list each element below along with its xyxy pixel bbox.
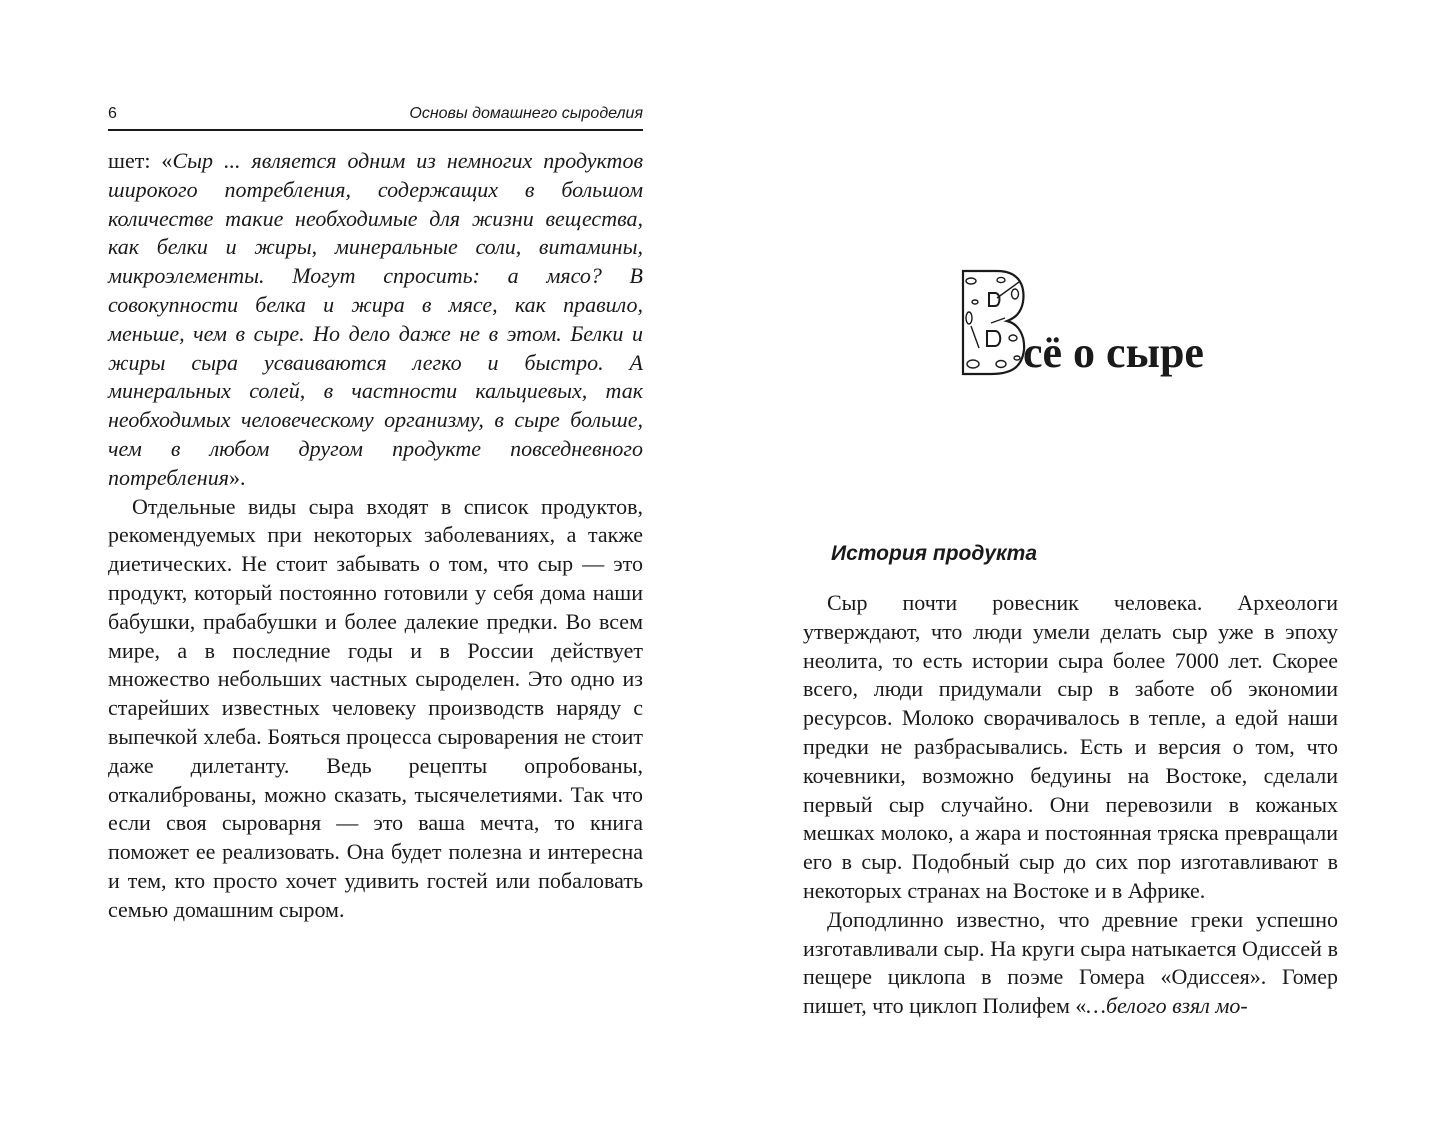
quote-text: Сыр ... является одним из немногих продуктов широкого потребления, содержащих в большом количестве такие необходимые для жизни вещества, как белки и жиры, минеральные соли, витамины, микроэлементы. Могут спросить: а мясо? В совокупности белка и жира в мясе, как правило, меньше, чем в сыре. Но дело даже не в этом. Белки и жиры сыра усваиваются легко и быстро. А минеральных солей, в частности кальциевых, так необходимых человеческому организму, в сыре больше, чем в любом другом продукте повседневного потребления (108, 148, 643, 490)
running-head: Основы домашнего сыроделия (409, 105, 643, 122)
quote-paragraph (108, 147, 643, 493)
paragraph-text: Доподлинно известно, что древние греки успешно изготавливали сыр. На круги сыра натыкается Одиссей в пещере циклопа в поэме Гомера «Одиссея». Гомер пишет, что циклоп Полифем « (803, 906, 1338, 1019)
body-paragraph (803, 906, 1338, 1021)
chapter-title-text: сё о сыре (1023, 328, 1204, 377)
inline-quote: …белого взял мо- (1086, 993, 1248, 1019)
body-paragraph: Сыр почти ровесник человека. Археологи утверждают, что люди умели делать сыр уже в эпоху неолита, то есть истории сыра более 7000 лет. Скорее всего, люди придумали сыр в заботе об экономии ресурсов. Молоко сворачивалось в тепле, а едой наши предки не разбрасывались. Есть и версия о том, что кочевники, возможно бедуины на Востоке, сделали первый сыр случайно. Они перевозили в кожаных мешках молоко, а жара и постоянная тряска превращали его в сыр. Подобный сыр до сих пор изготавливают в некоторых странах на Востоке и в Африке. (803, 590, 1338, 903)
header-rule (108, 129, 643, 131)
body-paragraph: Отдельные виды сыра входят в список продуктов, рекомендуемых при некоторых заболеваниях, а также диетических. Не стоит забывать о том, что сыр — это продукт, который постоянно готовили у себя дома наши бабушки, прабабушки и более далекие предки. Во всем мире, а в последние годы и в России действует множество небольших частных сыроделен. Это одно из старейших известных человеку производств наряду с выпечкой хлеба. Бояться процесса сыроварения не стоит даже дилетанту. Ведь рецепты опробованы, откалиброваны, можно сказать, тысячелетиями. Так что если своя сыроварня — это ваша мечта, то книга поможет ее реализовать. Она будет полезна и интересна и тем, кто просто хочет удивить гостей или побаловать семью домашним сыром. (108, 493, 643, 922)
right-page-body (803, 589, 1338, 1021)
page-number: 6 (108, 105, 117, 122)
quote-prefix: шет: « (108, 148, 173, 173)
quote-suffix: ». (228, 464, 246, 490)
left-page-body (108, 147, 643, 925)
cheese-drop-cap-icon (961, 268, 1028, 376)
section-heading: История продукта (831, 542, 1038, 565)
chapter-title (961, 268, 1341, 378)
